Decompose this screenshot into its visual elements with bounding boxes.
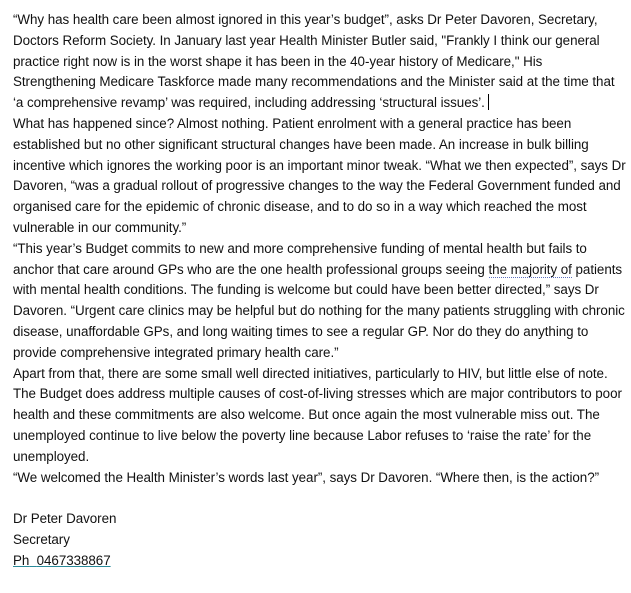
paragraph-since <box>13 114 627 239</box>
paragraph-initiatives <box>13 364 627 385</box>
signature-block <box>13 509 627 571</box>
paragraph-text: What has happened since? Almost nothing. Patient enrolment with a general practice has been established but no other significant structural changes have been made. An increase in bulk billing incentive which ignores the working poor is an important minor tweak. “What we then expected”, says Dr Davoren, “was a gradual rollout of progressive changes to the way the Federal Government funded and organised care for the epidemic of chronic disease, and to do so in a way which reached the most vulnerable in our community.” <box>13 115 626 235</box>
paragraph-budget-mental-health <box>13 239 627 364</box>
paragraph-text: The Budget does address multiple causes of cost-of-living stresses which are major contributors to poor health and these commitments are also welcome. But once again the most vulnerable miss out. The unemployed continue to live below the poverty line because Labor refuses to ‘raise the rate’ for the unemployed. <box>13 386 622 464</box>
phone-label: Ph <box>13 552 30 568</box>
paragraph-text: “Why has health care been almost ignored in this year’s budget”, asks Dr Peter Davoren, Secretary, Doctors Reform Society. In January last year Health Minister Butler said, "Frankly I think our general practice right now is in the worst shape it has been in the 40-year history of Medicare," His Strengthening Medicare Taskforce made many recommendations and the Minister said at the time that ‘a comprehensive revamp’ was required, including addressing ‘structural issues’. <box>13 12 615 111</box>
signature-phone[interactable] <box>13 551 627 572</box>
paragraph-cost-of-living <box>13 384 627 467</box>
paragraph-closing-quote <box>13 468 627 489</box>
paragraph-text-before: “This year’s Budget commits to new and more comprehensive funding of mental health but fails to anchor that care around GPs who are the one health professional groups seeing <box>13 240 587 277</box>
grammar-flagged-phrase[interactable]: the majority of <box>488 261 572 277</box>
signature-title: Secretary <box>13 531 70 547</box>
paragraph-text: Apart from that, there are some small well directed initiatives, particularly to HIV, but little else of note. <box>13 365 608 381</box>
signature-name: Dr Peter Davoren <box>13 511 117 527</box>
paragraph-text-after: patients with mental health conditions. The funding is welcome but could have been better directed,” says Dr Davoren. “Urgent care clinics may be helpful but do nothing for the many patients struggling with chronic disease, unaffordable GPs, and long waiting times to see a regular GP. Nor do they do anything to provide comprehensive integrated primary health care.” <box>13 261 625 360</box>
paragraph-intro <box>13 10 627 114</box>
phone-number[interactable]: 0467338867 <box>36 552 111 568</box>
text-cursor <box>488 94 489 110</box>
blank-line <box>13 488 627 509</box>
paragraph-text: “We welcomed the Health Minister’s words last year”, says Dr Davoren. “Where then, is the action?” <box>13 469 600 485</box>
